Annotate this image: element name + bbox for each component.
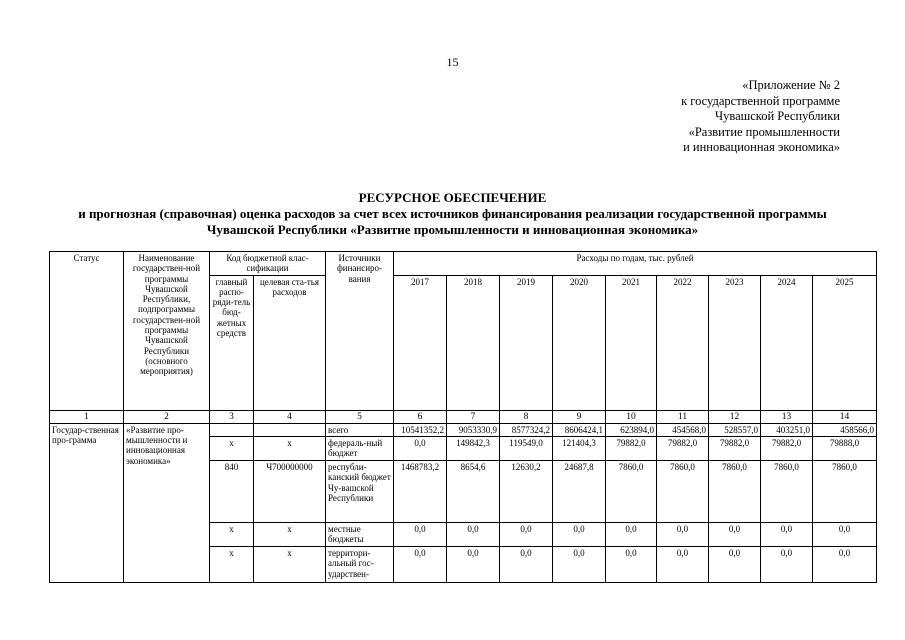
source-cell: местные бюджеты	[326, 523, 394, 547]
header-year: 2020	[553, 275, 606, 410]
header-expenses: Расходы по годам, тыс. рублей	[394, 252, 877, 276]
value-cell: 623894,0	[606, 423, 657, 436]
value-cell: 79888,0	[813, 437, 877, 461]
value-cell: 79882,0	[761, 437, 813, 461]
header-year: 2023	[709, 275, 761, 410]
value-cell: 8606424,1	[553, 423, 606, 436]
value-cell: 0,0	[394, 437, 447, 461]
document-title: РЕСУРСНОЕ ОБЕСПЕЧЕНИЕ	[358, 190, 547, 205]
value-cell: 119549,0	[500, 437, 553, 461]
value-cell: 0,0	[657, 523, 709, 547]
header-year: 2024	[761, 275, 813, 410]
target-cell: x	[254, 523, 326, 547]
column-number: 9	[553, 410, 606, 423]
value-cell: 0,0	[553, 523, 606, 547]
column-number: 7	[447, 410, 500, 423]
column-number: 12	[709, 410, 761, 423]
value-cell: 0,0	[447, 547, 500, 583]
column-number: 2	[124, 410, 210, 423]
value-cell: 0,0	[500, 523, 553, 547]
value-cell: 79882,0	[709, 437, 761, 461]
value-cell: 0,0	[709, 547, 761, 583]
target-cell: x	[254, 437, 326, 461]
value-cell: 24687,8	[553, 461, 606, 523]
manager-cell	[210, 423, 254, 436]
value-cell: 0,0	[606, 523, 657, 547]
status-cell: Государ-ственная про-грамма	[50, 423, 124, 582]
manager-cell: x	[210, 547, 254, 583]
appendix-line: и инновационная экономика»	[683, 140, 840, 154]
value-cell: 7860,0	[657, 461, 709, 523]
manager-cell: x	[210, 437, 254, 461]
program-name-cell: «Развитие про-мышленности и инновационная экономика»	[124, 423, 210, 582]
source-cell: всего	[326, 423, 394, 436]
header-status: Статус	[50, 252, 124, 411]
value-cell: 454568,0	[657, 423, 709, 436]
header-sources: Источники финансиро-вания	[326, 252, 394, 411]
appendix-line: «Приложение № 2	[742, 78, 840, 92]
value-cell: 0,0	[447, 523, 500, 547]
header-name: Наименование государствен-ной программы Чувашской Республики, подпрограммы государствен-ной программы Чувашской Республики (основного мероприятия)	[124, 252, 210, 411]
appendix-line: Чувашской Республики	[714, 109, 840, 123]
value-cell: 8654,6	[447, 461, 500, 523]
page-number: 15	[446, 55, 459, 69]
value-cell: 7860,0	[606, 461, 657, 523]
header-budget-code: Код бюджетной клас-сификации	[210, 252, 326, 276]
table-row	[50, 423, 877, 436]
column-number: 8	[500, 410, 553, 423]
value-cell: 0,0	[709, 523, 761, 547]
value-cell: 403251,0	[761, 423, 813, 436]
document-subtitle: и прогнозная (справочная) оценка расходов за счет всех источников финансирования реализации государственной программы Чувашской Республики «Развитие промышленности и инновационная экономика»	[78, 206, 827, 237]
manager-cell: x	[210, 523, 254, 547]
value-cell: 0,0	[394, 523, 447, 547]
target-cell: Ч700000000	[254, 461, 326, 523]
column-number: 5	[326, 410, 394, 423]
column-number: 1	[50, 410, 124, 423]
column-number: 13	[761, 410, 813, 423]
value-cell: 0,0	[657, 547, 709, 583]
value-cell: 0,0	[761, 547, 813, 583]
value-cell: 0,0	[761, 523, 813, 547]
header-main-manager: главный распо-ряди-тель бюд-жетных средств	[210, 275, 254, 410]
value-cell: 0,0	[553, 547, 606, 583]
value-cell: 9053330,9	[447, 423, 500, 436]
column-number: 11	[657, 410, 709, 423]
value-cell: 10541352,2	[394, 423, 447, 436]
target-cell	[254, 423, 326, 436]
appendix-block	[0, 78, 840, 156]
column-number: 6	[394, 410, 447, 423]
header-year: 2018	[447, 275, 500, 410]
resource-table	[49, 251, 877, 583]
manager-cell: 840	[210, 461, 254, 523]
value-cell: 12630,2	[500, 461, 553, 523]
column-number: 4	[254, 410, 326, 423]
value-cell: 79882,0	[657, 437, 709, 461]
header-year: 2025	[813, 275, 877, 410]
header-year: 2022	[657, 275, 709, 410]
value-cell: 0,0	[813, 547, 877, 583]
value-cell: 0,0	[606, 547, 657, 583]
source-cell: территори-альный гос-ударствен-	[326, 547, 394, 583]
value-cell: 79882,0	[606, 437, 657, 461]
header-year: 2019	[500, 275, 553, 410]
header-target-item: целевая ста-тья расходов	[254, 275, 326, 410]
value-cell: 0,0	[813, 523, 877, 547]
value-cell: 528557,0	[709, 423, 761, 436]
value-cell: 8577324,2	[500, 423, 553, 436]
header-year: 2017	[394, 275, 447, 410]
column-number: 3	[210, 410, 254, 423]
value-cell: 0,0	[500, 547, 553, 583]
value-cell: 149842,3	[447, 437, 500, 461]
source-cell: республи-канский бюджет Чу-вашской Республики	[326, 461, 394, 523]
value-cell: 458566,0	[813, 423, 877, 436]
value-cell: 0,0	[394, 547, 447, 583]
column-number: 14	[813, 410, 877, 423]
appendix-line: «Развитие промышленности	[688, 124, 840, 139]
value-cell: 1468783,2	[394, 461, 447, 523]
value-cell: 7860,0	[813, 461, 877, 523]
header-year: 2021	[606, 275, 657, 410]
value-cell: 7860,0	[709, 461, 761, 523]
target-cell: x	[254, 547, 326, 583]
value-cell: 121404,3	[553, 437, 606, 461]
value-cell: 7860,0	[761, 461, 813, 523]
appendix-line: к государственной программе	[681, 93, 840, 108]
source-cell: федераль-ный бюджет	[326, 437, 394, 461]
column-number: 10	[606, 410, 657, 423]
